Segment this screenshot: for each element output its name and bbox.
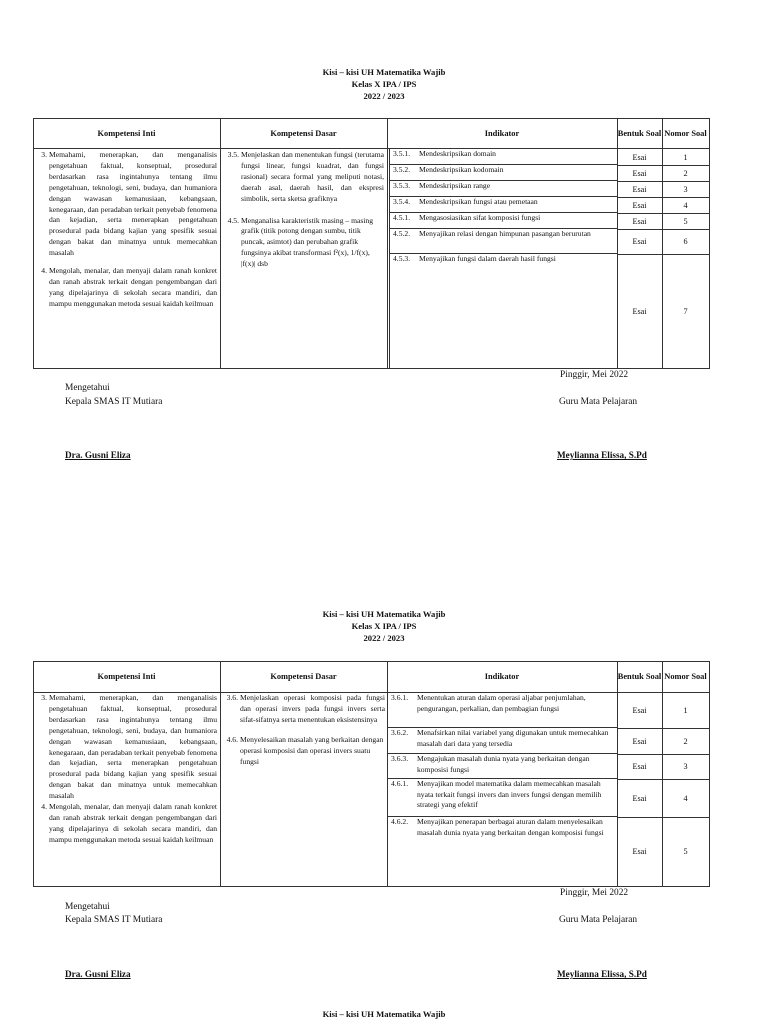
header-nomor-soal: Nomor Soal: [664, 128, 707, 138]
kisi-table-2: [33, 661, 710, 887]
table-row: 4.5.2. Menyajikan relasi dengan himpunan pasangan berurutan: [390, 229, 617, 254]
doc-title: Kisi – kisi UH Matematika Wajib: [322, 609, 446, 619]
section-2-title: [0, 608, 768, 644]
section-1-title: [0, 66, 768, 102]
mengetahui-label: Mengetahui: [65, 383, 110, 393]
indicator-list: [388, 693, 617, 886]
class-title: Kelas X IPA / IPS: [351, 621, 417, 631]
ki-item: 3. Memahami, menerapkan, dan menganalisis pengetahuan faktual, konseptual, prosedural berdasarkan rasa ingintahunya tentang ilmu pengetahuan, teknologi, seni, budaya, dan humaniora dengan wawasan kemanusiaan, kebangsaan, kenegaraan, dan peradaban terkait penyebab fenomena dan kejadian, serta menerapkan pengetahuan prosedural pada bidang kajian yang spesifik sesuai dengan bakat dan minatnya untuk memecahkan masalah: [41, 693, 217, 801]
ki-item: 4. Mengolah, menalar, dan menyaji dalam ranah konkret dan ranah abstrak terkait dengan pengembangan dari yang dipelajarinya di sekolah secara mandiri, dan mampu menggunakan metoda sesuai kaidah keilmuan: [41, 802, 217, 844]
teacher-role: Guru Mata Pelajaran: [559, 397, 638, 407]
nomor-cell: 5: [683, 847, 688, 856]
principal-role: Kepala SMAS IT Mutiara: [65, 397, 163, 407]
nomor-cell: 2: [683, 736, 688, 746]
ki-item: 3. Memahami, menerapkan, dan menganalisis pengetahuan faktual, konseptual, prosedural berdasarkan rasa ingintahunya tentang ilmu pengetahuan, teknologi, seni, budaya, dan humaniora dengan wawasan kemanusiaan, kebangsaan, kenegaraan, dan peradaban terkait penyebab fenomena dan kejadian, serta menerapkan pengetahuan prosedural pada bidang kajian yang spesifik sesuai dengan bakat dan minatnya untuk memecahkan masalah: [41, 150, 217, 258]
bentuk-cell: Esai: [632, 237, 647, 246]
bentuk-cell: Esai: [632, 736, 647, 746]
ki-cell: [35, 150, 217, 310]
nomor-cell: 4: [683, 793, 688, 803]
table-row: 3.6.3. Mengajukan masalah dunia nyata yang berkaitan dengan komposisi fungsi: [388, 754, 617, 779]
table-row: 3.5.4. Mendeskripsikan fungsi atau pemetaan: [390, 197, 617, 213]
teacher-name: Meylianna Elissa, S.Pd: [557, 969, 647, 979]
indicator-list: [390, 149, 617, 368]
kd-item: 4.6. Menyelesaikan masalah yang berkaitan dengan operasi komposisi dan operasi invers suatu fungsi: [226, 734, 384, 766]
nomor-cell: 2: [683, 168, 688, 178]
header-bentuk-soal: Bentuk Soal: [617, 128, 662, 138]
header-nomor-soal: Nomor Soal: [664, 672, 707, 681]
kd-item: 3.5. Menjelaskan dan menentukan fungsi (terutama fungsi linear, fungsi kuadrat, dan fungsi rasional) secara formal yang meliputi notasi, daerah asal, daerah hasil, dan ekspresi simbolik, serta sketsa grafiknya: [227, 150, 384, 203]
bentuk-cell: Esai: [632, 793, 647, 803]
header-indikator: Indikator: [484, 128, 520, 138]
place-date: Pinggir, Mei 2022: [560, 370, 629, 380]
table-row: 4.5.3. Menyajikan fungsi dalam daerah hasil fungsi: [393, 254, 556, 263]
header-bentuk-soal: Bentuk Soal: [617, 672, 662, 681]
principal-name: Dra. Gusni Eliza: [65, 450, 131, 460]
teacher-role: Guru Mata Pelajaran: [559, 915, 638, 925]
table-row: 3.5.2. Mendeskripsikan kodomain: [390, 165, 617, 181]
table-row: 3.6.1. Menentukan aturan dalam operasi aljabar penjumlahan, pengurangan, perkalian, dan pembagian fungsi: [388, 693, 617, 728]
table-row: 3.5.1. Mendeskripsikan domain: [390, 149, 617, 165]
year-title: 2022 / 2023: [363, 633, 405, 643]
doc-title: Kisi – kisi UH Matematika Wajib: [322, 67, 446, 77]
bentuk-cell: Esai: [632, 706, 647, 715]
table-row: 3.6.2. Menafsirkan nilai variabel yang digunakan untuk memecahkan masalah dari data yang tersedia: [388, 728, 617, 754]
kd-cell: [222, 693, 385, 767]
bentuk-cell: Esai: [632, 184, 647, 194]
nomor-cell: 1: [683, 706, 688, 715]
bentuk-cell: Esai: [632, 306, 647, 316]
kd-item: 3.6. Menjelaskan operasi komposisi pada fungsi dan operasi invers pada fungsi invers serta sifat-sifatnya serta menentukan eksistensinya: [226, 693, 385, 724]
mengetahui-label: Mengetahui: [65, 902, 110, 912]
ki-cell: [35, 693, 217, 846]
bentuk-cell: Esai: [632, 152, 647, 162]
year-title: 2022 / 2023: [363, 91, 405, 101]
bentuk-cell: Esai: [632, 762, 647, 771]
nomor-cell: 5: [683, 216, 688, 226]
class-title: Kelas X IPA / IPS: [351, 79, 417, 89]
kd-cell: [223, 150, 384, 270]
principal-name: Dra. Gusni Eliza: [65, 969, 131, 979]
header-kompetensi-dasar: Kompetensi Dasar: [270, 128, 337, 138]
table-row: 4.6.1. Menyajikan model matematika dalam memecahkan masalah nyata terkait fungsi invers dan invers fungsi dengan memilih strategi yang efektif: [388, 779, 617, 817]
table-row: 4.6.2. Menyajikan penerapan berbagai aturan dalam menyelesaikan masalah dunia nyata yang berkaitan dengan komposisi fungsi: [391, 817, 604, 837]
bentuk-cell: Esai: [632, 200, 647, 210]
header-kompetensi-dasar: Kompetensi Dasar: [270, 672, 337, 681]
principal-role: Kepala SMAS IT Mutiara: [65, 915, 163, 925]
header-indikator: Indikator: [484, 672, 520, 681]
nomor-cell: 4: [683, 200, 688, 210]
kisi-table-1: [33, 118, 710, 369]
header-kompetensi-inti: Kompetensi Inti: [97, 672, 156, 681]
ki-item: 4. Mengolah, menalar, dan menyaji dalam ranah konkret dan ranah abstrak terkait dengan pengembangan dari yang dipelajarinya di sekolah secara mandiri, dan mampu menggunakan metoda sesuai kaidah keilmuan: [41, 266, 217, 308]
nomor-cell: 6: [683, 237, 688, 246]
table-row: 3.5.3. Mendeskripsikan range: [390, 181, 617, 197]
nomor-cell: 7: [683, 306, 688, 316]
teacher-name: Meylianna Elissa, S.Pd: [557, 450, 647, 460]
bentuk-cell: Esai: [632, 168, 647, 178]
nomor-cell: 1: [683, 152, 688, 162]
nomor-cell: 3: [683, 184, 688, 194]
kd-item: 4.5. Menganalisa karakteristik masing – masing grafik (titik potong dengan sumbu, titik puncak, asimtot) dan perubahan grafik fungsinya akibat transformasi f²(x), 1/f(x), |f(x)| dsb: [227, 215, 374, 269]
header-kompetensi-inti: Kompetensi Inti: [97, 128, 156, 138]
next-page-title: Kisi – kisi UH Matematika Wajib: [322, 1009, 446, 1019]
bentuk-cell: Esai: [632, 216, 647, 226]
place-date: Pinggir, Mei 2022: [560, 888, 629, 898]
table-row: 4.5.1. Mengasosiasikan sifat komposisi fungsi: [390, 213, 617, 229]
nomor-cell: 3: [683, 762, 688, 771]
bentuk-cell: Esai: [632, 847, 647, 856]
